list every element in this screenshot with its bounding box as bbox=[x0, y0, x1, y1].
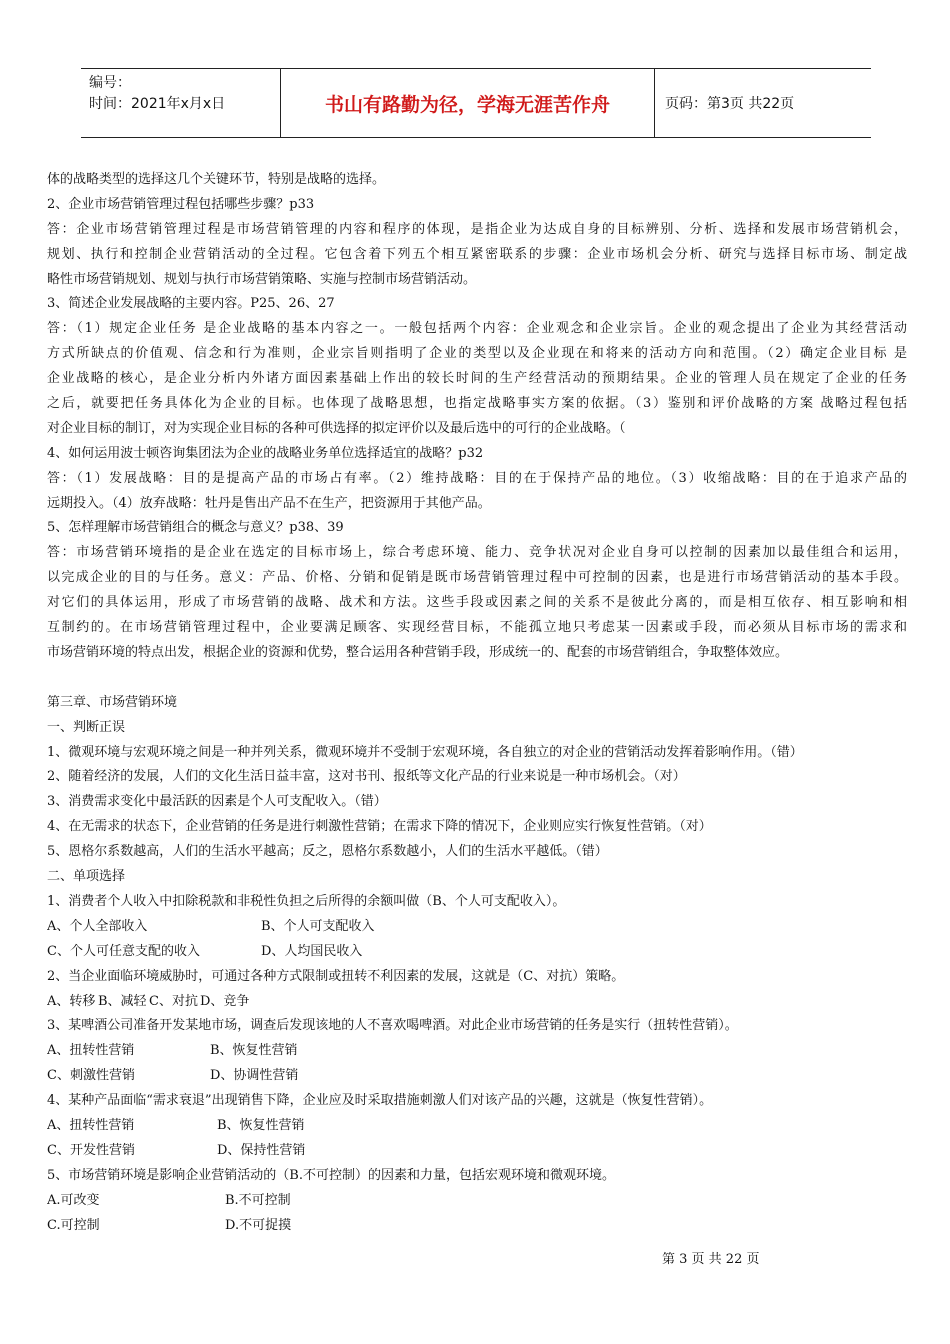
answer-options bbox=[47, 1139, 907, 1164]
answer-option: C、开发性营销 bbox=[47, 1142, 135, 1158]
answer-option: A、扭转性营销 bbox=[47, 1117, 135, 1133]
text-line: 2、企业市场营销管理过程包括哪些步骤？p33 bbox=[47, 196, 315, 212]
answer-option: B、恢复性营销 bbox=[210, 1043, 298, 1059]
text-line: 第三章、市场营销环境 bbox=[47, 694, 178, 710]
text-line: 答：（1）规定企业任务 是企业战略的基本内容之一。一般包括两个内容：企业观念和企业宗旨。企业的观念提出了企业为其经营活动 bbox=[47, 321, 907, 337]
text-line: 二、单项选择 bbox=[47, 869, 126, 885]
text-line: 一、判断正误 bbox=[47, 719, 126, 735]
answer-options bbox=[47, 915, 907, 940]
answer-option: A、转移 bbox=[47, 993, 96, 1009]
answer-option: B.不可控制 bbox=[225, 1192, 291, 1208]
answer-option: A.可改变 bbox=[47, 1192, 100, 1208]
blank-line bbox=[47, 666, 907, 691]
answer-options bbox=[47, 940, 907, 965]
text-line: 3、某啤酒公司准备开发某地市场，调查后发现该地的人不喜欢喝啤酒。对此企业市场营销的任务是实行（扭转性营销）。 bbox=[47, 1018, 738, 1034]
text-line: 互制约的。在市场营销管理过程中，企业要满足顾客、实现经营目标，不能孤立地只考虑某一因素或手段，而必须从目标市场的需求和 bbox=[47, 620, 907, 636]
page-footer: 第 3 页 共 22 页 bbox=[662, 1252, 760, 1267]
answer-option: B、个人可支配收入 bbox=[261, 918, 375, 934]
text-line: 1、消费者个人收入中扣除税款和非税性负担之后所得的余额叫做（B、个人可支配收入）。 bbox=[47, 893, 566, 909]
text-line: 4、在无需求的状态下，企业营销的任务是进行刺激性营销；在需求下降的情况下，企业则应实行恢复性营销。（对） bbox=[47, 819, 712, 835]
text-line: 规划、执行和控制企业营销活动的全过程。它包含着下列五个相互紧密联系的步骤：企业市场机会分析、研究与选择目标市场、制定战 bbox=[47, 246, 907, 262]
answer-option: A、个人全部收入 bbox=[47, 918, 148, 934]
text-line: 1、微观环境与宏观环境之间是一种并列关系，微观环境并不受制于宏观环境，各自独立的对企业的营销活动发挥着影响作用。（错） bbox=[47, 744, 803, 760]
text-line: 略性市场营销规划、规划与执行市场营销策略、实施与控制市场营销活动。 bbox=[47, 271, 477, 287]
text-line: 4、某种产品面临“需求衰退”出现销售下降，企业应及时采取措施刺激人们对该产品的兴趣，这就是（恢复性营销）。 bbox=[47, 1093, 713, 1109]
page-header bbox=[81, 68, 871, 138]
date-label: 时间：2021年x月x日 bbox=[89, 96, 226, 112]
answer-options bbox=[47, 1039, 907, 1064]
text-line: 3、简述企业发展战略的主要内容。P25、26、27 bbox=[47, 296, 335, 312]
header-motto: 书山有路勤为径，学海无涯苦作舟 bbox=[281, 69, 655, 137]
text-line: 远期投入。（4）放弃战略：牡丹是售出产品不在生产，把资源用于其他产品。 bbox=[47, 495, 491, 511]
answer-option: D、人均国民收入 bbox=[261, 943, 363, 959]
text-line: 3、消费需求变化中最活跃的因素是个人可支配收入。（错） bbox=[47, 794, 387, 810]
text-line: 答：企业市场营销管理过程是市场营销管理的内容和程序的体现，是指企业为达成自身的目标辨别、分析、选择和发展市场营销机会， bbox=[47, 221, 907, 237]
answer-option: C、个人可任意支配的收入 bbox=[47, 943, 200, 959]
answer-option: B、恢复性营销 bbox=[217, 1117, 305, 1133]
serial-number-label: 编号： bbox=[89, 75, 131, 91]
answer-option: B、减轻 bbox=[98, 993, 147, 1009]
answer-option: C.可控制 bbox=[47, 1217, 100, 1233]
answer-option: D、协调性营销 bbox=[210, 1068, 299, 1084]
document-body bbox=[47, 168, 907, 1238]
answer-option: C、刺激性营销 bbox=[47, 1068, 135, 1084]
text-line: 2、随着经济的发展，人们的文化生活日益丰富，这对书刊、报纸等文化产品的行业来说是一种市场机会。（对） bbox=[47, 769, 686, 785]
text-line: 4、如何运用波士顿咨询集团法为企业的战略业务单位选择适宜的战略？p32 bbox=[47, 445, 484, 461]
answer-options bbox=[47, 1064, 907, 1089]
header-page-number: 页码：第3页 共22页 bbox=[665, 96, 795, 112]
text-line: 企业战略的核心，是企业分析内外诸方面因素基础上作出的较长时间的生产经营活动的预期结果。企业的管理人员在规定了企业的任务 bbox=[47, 371, 907, 387]
answer-option: D.不可捉摸 bbox=[225, 1217, 292, 1233]
text-line: 5、恩格尔系数越高，人们的生活水平越高；反之，恩格尔系数越小，人们的生活水平越低。（错） bbox=[47, 844, 608, 860]
answer-options bbox=[47, 1214, 907, 1239]
text-line: 市场营销环境的特点出发，根据企业的资源和优势，整合运用各种营销手段，形成统一的、配套的市场营销组合，争取整体效应。 bbox=[47, 644, 789, 660]
answer-option: D、保持性营销 bbox=[217, 1142, 306, 1158]
text-line: 对它们的具体运用，形成了市场营销的战略、战术和方法。这些手段或因素之间的关系不是彼此分离的，而是相互依存、相互影响和相 bbox=[47, 595, 907, 611]
answer-option: C、对抗 bbox=[149, 993, 198, 1009]
text-line: 答：（1）发展战略：目的是提高产品的市场占有率。（2）维持战略：目的在于保持产品的地位。（3）收缩战略：目的在于追求产品的 bbox=[47, 470, 907, 486]
text-line: 之后，就要把任务具体化为企业的目标。也体现了战略思想，也指定战略事实方案的依据。（3）鉴别和评价战略的方案 战略过程包括 bbox=[47, 396, 907, 412]
answer-option: A、扭转性营销 bbox=[47, 1043, 135, 1059]
text-line: 答：市场营销环境指的是企业在选定的目标市场上，综合考虑环境、能力、竞争状况对企业自身可以控制的因素加以最佳组合和运用， bbox=[47, 545, 907, 561]
text-line: 对企业目标的制订，对为实现企业目标的各种可供选择的拟定评价以及最后选中的可行的企业战略。（ bbox=[47, 420, 626, 436]
text-line: 5、市场营销环境是影响企业营销活动的（B.不可控制）的因素和力量，包括宏观环境和微观环境。 bbox=[47, 1167, 615, 1183]
text-line: 2、当企业面临环境威胁时，可通过各种方式限制或扭转不利因素的发展，这就是（C、对抗）策略。 bbox=[47, 968, 625, 984]
header-meta bbox=[81, 69, 281, 137]
answer-options bbox=[47, 1114, 907, 1139]
text-line: 体的战略类型的选择这几个关键环节，特别是战略的选择。 bbox=[47, 172, 386, 187]
answer-options bbox=[47, 990, 907, 1015]
text-line: 以完成企业的目的与任务。意义：产品、价格、分销和促销是既市场营销管理过程中可控制的因素，也是进行市场营销活动的基本手段。 bbox=[47, 570, 907, 586]
answer-options bbox=[47, 1189, 907, 1214]
text-line: 5、怎样理解市场营销组合的概念与意义？p38、39 bbox=[47, 520, 344, 536]
answer-option: D、竞争 bbox=[200, 993, 250, 1009]
text-line: 方式所缺点的价值观、信念和行为准则，企业宗旨则指明了企业的类型以及企业现在和将来的活动方向和范围。（2）确定企业目标 是 bbox=[47, 346, 907, 362]
